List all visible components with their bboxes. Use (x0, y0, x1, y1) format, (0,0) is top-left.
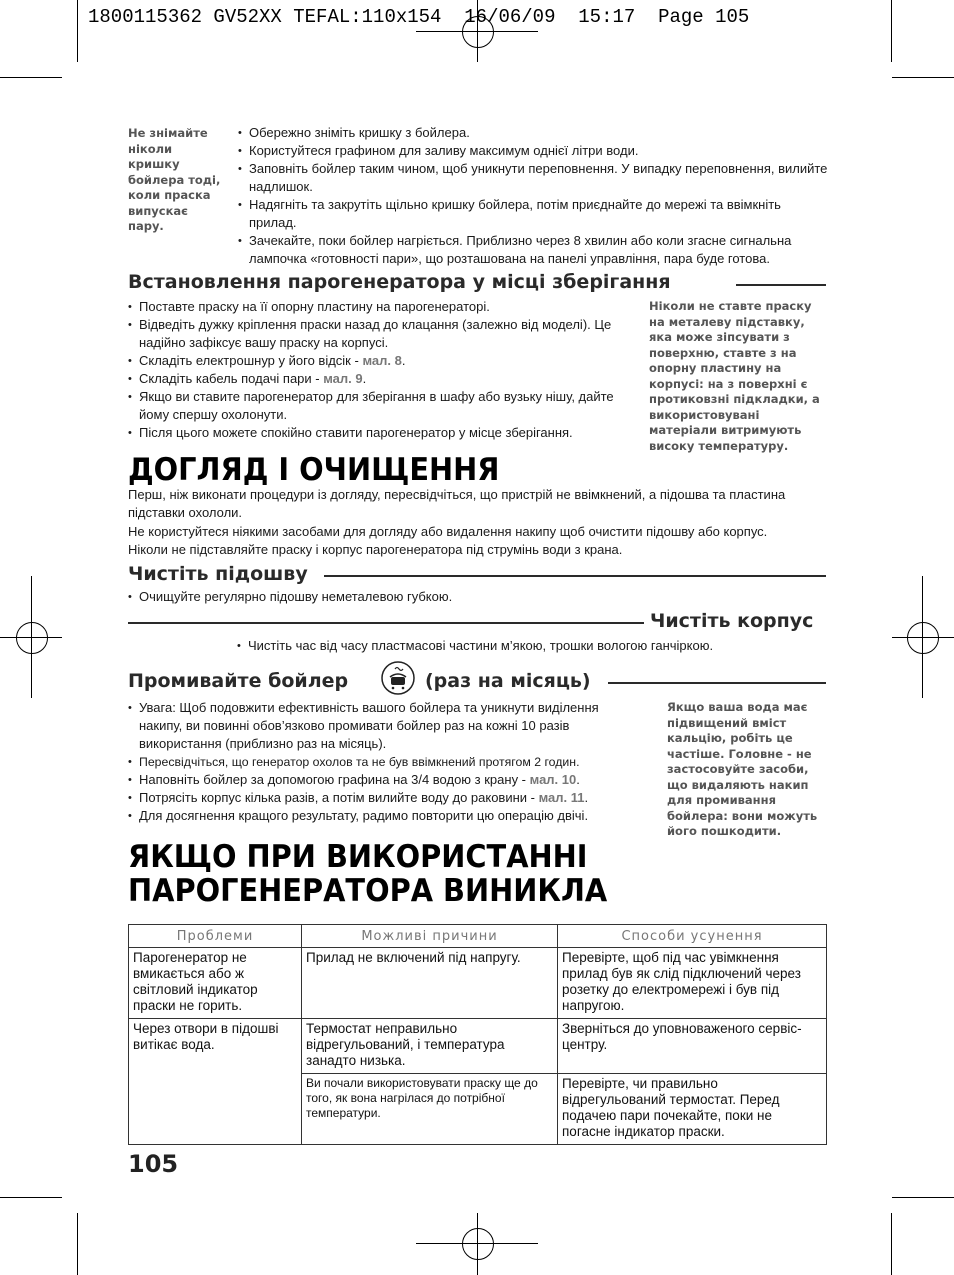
body-heading: Чистіть корпус (650, 610, 814, 632)
list-item: • Складіть електрошнур у його відсік - мал. 8. (128, 352, 633, 370)
print-slug: 1800115362 GV52XX TEFAL:110x154 16/06/09 15:17 Page 105 (88, 6, 750, 28)
table-cell: Парогенератор не вмикається або ж світловий індикатор праски не горить. (129, 948, 302, 1019)
table-row (129, 948, 827, 1019)
list-item: • Обережно зніміть кришку з бойлера. (238, 124, 830, 142)
crop-mark (0, 77, 62, 78)
trouble-title-line-2: ПАРОГЕНЕРАТОРА ВИНИКЛА (128, 873, 608, 909)
table-cell: Перевірте, чи правильно відрегульований термостат. Перед подачею пари почекайте, поки не погасне індикатор праски. (558, 1074, 827, 1145)
list-item: • Пересвідчіться, що генератор охолов та не був ввімкнений протягом 2 годин. (128, 753, 640, 771)
table-cell: Термостат неправильно відрегульований, і температура занадто низька. (302, 1019, 558, 1074)
figure-ref: мал. 9 (323, 371, 363, 386)
table-cell: Прилад не включений під напругу. (302, 948, 558, 1019)
body-bullet-list (237, 637, 827, 655)
list-item: • Надягніть та закрутіть щільно кришку бойлера, потім приєднайте до мережі та ввімкніть прилад. (238, 196, 830, 232)
registration-circle (462, 1228, 494, 1260)
table-cell: Зверніться до уповноваженого сервіс-центру. (558, 1019, 827, 1074)
intro-bullet-list (238, 124, 830, 268)
sole-bullet-list (128, 588, 728, 606)
figure-ref: мал. 11 (538, 790, 585, 805)
page-number: 105 (128, 1150, 179, 1178)
list-item: • Поставте праску на її опорну пластину на парогенераторі. (128, 298, 633, 316)
boiler-bullet-list (128, 699, 640, 825)
troubleshooting-table (128, 924, 827, 1145)
intro-side-note: Не знімайте ніколи кришку бойлера тоді, коли праска випускає пару. (128, 126, 221, 233)
storage-side-note: Ніколи не ставте праску на металеву підставку, яка може зіпсувати з поверхню, ставте з на опорну пластину на корпусі: на з поверхні є протиковзні підкладки, а використовувані матеріали витримують високу температуру. (649, 299, 820, 453)
crop-mark (892, 77, 954, 78)
heading-rule (128, 622, 644, 624)
table-row (129, 1019, 827, 1074)
heading-rule (324, 575, 826, 577)
storage-bullet-list (128, 298, 633, 442)
list-item: • Чистіть час від часу пластмасові частини м’якою, трошки вологою ганчіркою. (237, 637, 827, 655)
crop-mark (77, 1213, 78, 1275)
care-title: ДОГЛЯД І ОЧИЩЕННЯ (128, 452, 500, 488)
figure-ref: мал. 10 (529, 772, 577, 787)
crop-mark (892, 1197, 954, 1198)
boiler-frequency-heading: (раз на місяць) (425, 670, 591, 692)
registration-circle (907, 622, 939, 654)
list-item: • Після цього можете спокійно ставити парогенератор у місце зберігання. (128, 424, 633, 442)
list-item: • Потрясіть корпус кілька разів, а потім вилийте воду до раковини - мал. 11. (128, 789, 640, 807)
registration-circle (16, 622, 48, 654)
crop-mark (77, 0, 78, 62)
crop-mark (0, 1197, 62, 1198)
figure-ref: мал. 8 (362, 353, 402, 368)
list-item: • Відведіть дужку кріплення праски назад до клацання (залежно від моделі). Це надійно зафіксує вашу праску на корпусі. (128, 316, 633, 352)
column-header: Способи усунення (558, 925, 827, 948)
boiler-heading: Промивайте бойлер (128, 670, 349, 692)
boiler-side-note: Якщо ваша вода має підвищений вміст кальцію, робіть це частіше. Головне - не застосовуйте засоби, що видаляють накип для промивання бойлера: вони можуть його пошкодити. (667, 700, 818, 838)
list-item: • Користуйтеся графином для заливу максимум однієї літри води. (238, 142, 830, 160)
table-cell: Через отвори в підошві витікає вода. (129, 1019, 302, 1145)
table-header-row (129, 925, 827, 948)
trouble-title-line-1: ЯКЩО ПРИ ВИКОРИСТАННІ (128, 839, 588, 875)
list-item: • Наповніть бойлер за допомогою графина на 3/4 водою з крану - мал. 10. (128, 771, 640, 789)
table-cell: Ви почали використовувати праску ще до того, як вона нагрілася до потрібної температури. (302, 1074, 558, 1145)
crop-mark (891, 1213, 892, 1275)
column-header: Проблеми (129, 925, 302, 948)
storage-heading: Встановлення парогенератора у місці зберігання (128, 271, 671, 293)
heading-rule (736, 284, 826, 286)
boiler-rinse-icon (381, 661, 415, 695)
list-item: • Зачекайте, поки бойлер нагріється. Приблизно через 8 хвилин або коли згасне сигнальна лампочка «готовності пари», що розташована на панелі управління, пара буде готова. (238, 232, 830, 268)
list-item: • Для досягнення кращого результату, радимо повторити цю операцію двічі. (128, 807, 640, 825)
care-paragraph: Перш, ніж виконати процедури із догляду, пересвідчіться, що пристрій не ввімкнений, а підошва та пластина підставки охололи. (128, 487, 786, 520)
sole-heading: Чистіть підошву (128, 563, 308, 585)
list-item: • Якщо ви ставите парогенератор для зберігання в шафу або вузьку нішу, дайте йому спершу охолонути. (128, 388, 633, 424)
heading-rule (608, 682, 826, 684)
care-paragraph: Ніколи не підставляйте праску і корпус парогенератора під струмінь води з крана. (128, 542, 623, 557)
crop-mark (891, 0, 892, 62)
care-paragraph: Не користуйтеся ніякими засобами для догляду або видалення накипу щоб очистити підошву або корпус. (128, 524, 768, 539)
list-item: • Складіть кабель подачі пари - мал. 9. (128, 370, 633, 388)
list-item: • Очищуйте регулярно підошву неметалевою губкою. (128, 588, 728, 606)
list-item: • Увага: Щоб подовжити ефективність вашого бойлера та уникнути виділення накипу, ви повинні обов’язково промивати бойлер раз на кожні 10 разів використання (приблизно раз на місяць). (128, 699, 640, 753)
list-item: • Заповніть бойлер таким чином, щоб уникнути переповнення. У випадку переповнення, вилийте надлишок. (238, 160, 830, 196)
table-cell: Перевірте, щоб під час увімкнення прилад був як слід підключений через розетку до електромережі і був під напругою. (558, 948, 827, 1019)
column-header: Можливі причини (302, 925, 558, 948)
